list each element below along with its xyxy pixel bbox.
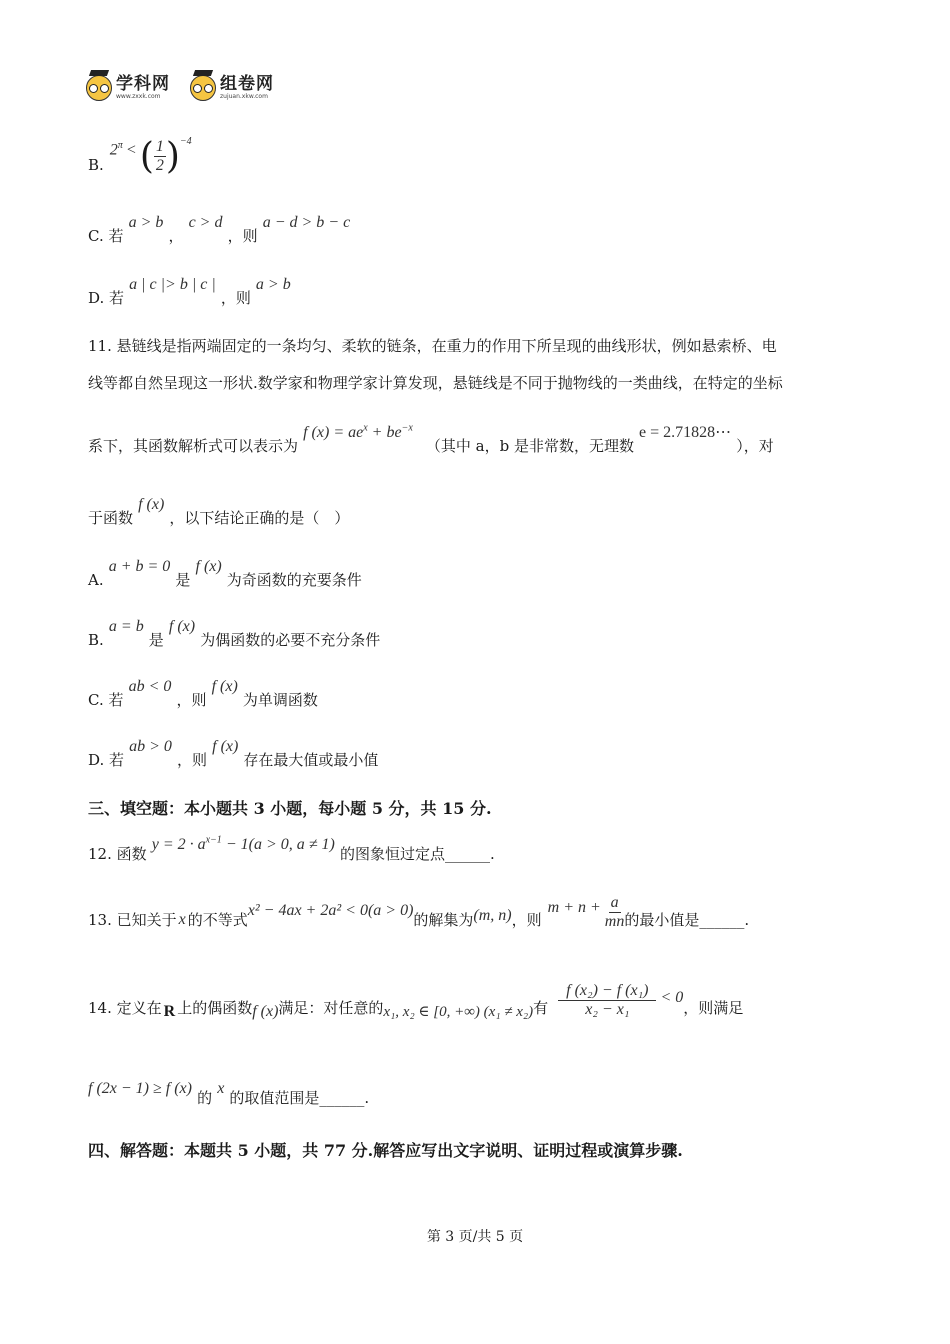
math-expr: f (x) [211, 678, 238, 695]
q11-line2: 线等都自然呈现这一形状.数学家和物理学家计算发现，悬链线是不同于抛物线的一类曲线，在特定的坐标 [88, 374, 783, 392]
text: ），对 [736, 437, 774, 455]
q11-line4 [88, 494, 350, 527]
math-expr: $y = 2 \cdot a^{x-1} - 1(a > 0$, a ≠ 1) [151, 834, 335, 853]
text: ，则 [511, 910, 542, 929]
text: 的最小值是______. [624, 910, 750, 929]
text: 的 [197, 1089, 213, 1107]
math-expr: m + n + [547, 898, 601, 916]
page-number: 第 3 页/共 5 页 [426, 1229, 524, 1245]
option-label: C. 若 [88, 227, 124, 245]
math-expr: f $(x) = ae^x + be^{-x}$ [303, 422, 413, 441]
text: 的解集为 [413, 910, 474, 929]
text: 13. 已知关于 [88, 910, 177, 929]
math-expr: f (x) [138, 496, 165, 513]
math-expr: a = b [108, 618, 144, 635]
math-expr: e = 2.71828⋯ [639, 424, 732, 441]
math-expr: f (x) [252, 1002, 279, 1020]
q11-line3 [88, 422, 774, 455]
text: 有 [533, 998, 549, 1017]
text: 是 [148, 631, 164, 649]
q10-option-d [88, 274, 291, 307]
math-expr: f (x) [168, 618, 196, 635]
zujuan-logo [190, 70, 274, 106]
q10-option-b: B. $2^\pi$ < ( $\frac{1}{2}$ ) −4 [88, 135, 192, 177]
math-expr: < 0 [660, 988, 684, 1006]
option-label: C. 若 [88, 691, 124, 709]
logo-name: 组卷网 [220, 74, 274, 94]
math-expr: x² − 4ax + 2a² < 0(a > 0) [247, 901, 414, 919]
text: 系下，其函数解析式可以表示为 [88, 437, 299, 455]
section-heading: 三、填空题：本小题共 3 小题，每小题 5 分，共 15 分. [88, 799, 492, 818]
q11-option-a [88, 556, 362, 589]
math-expr: a − d > b − c [262, 214, 351, 231]
fraction: $\frac{\text{f (x₂) − f (x₁)}}{\text{x₂ − x₁}}$ [558, 982, 656, 1019]
q11-option-d [88, 736, 379, 769]
q13 [88, 894, 749, 931]
text: ，则 [177, 751, 208, 769]
q11-option-b [88, 616, 381, 649]
q14-line1 [88, 980, 743, 1021]
text: 的取值范围是______. [229, 1089, 370, 1107]
zxxk-logo [86, 70, 170, 106]
mascot-icon [190, 75, 216, 101]
text: 存在最大值或最小值 [243, 751, 379, 769]
option-label: D. 若 [88, 289, 125, 307]
math-expr: a | c |> b | c | [129, 276, 216, 293]
text: 的不等式 [187, 910, 248, 929]
math-expr: a + b = 0 [108, 558, 171, 575]
text: 12. 函数 [88, 845, 147, 863]
math-expr: c > d [188, 214, 223, 231]
option-label: B. [88, 631, 104, 649]
text: 是 [175, 571, 191, 589]
section-heading: 四、解答题：本题共 5 小题，共 77 分.解答应写出文字说明、证明过程或演算步骤. [88, 1141, 683, 1160]
q10-option-c [88, 212, 351, 245]
math-expr: $2^\pi$ < [109, 140, 136, 159]
option-label: D. 若 [88, 751, 125, 769]
logo-name: 学科网 [116, 74, 170, 94]
math-set: R [163, 1002, 176, 1020]
text: ，则 [227, 227, 258, 245]
text: ，则满足 [683, 998, 744, 1017]
text: 于函数 [88, 509, 134, 527]
math-var: x [178, 910, 186, 928]
text: 的图象恒过定点______. [339, 845, 495, 863]
text: 上的偶函数 [177, 998, 253, 1017]
text: ，以下结论正确的是（ ） [169, 509, 350, 527]
q11-option-c [88, 676, 318, 709]
text: ，则 [176, 691, 207, 709]
math-expr: f (x) [195, 558, 222, 575]
text: 14. 定义在 [88, 998, 162, 1017]
punct: ， [168, 227, 184, 245]
math-expr: f (x) [212, 738, 239, 755]
math-expr: x₁, x₂ ∈ [0, +∞) (x₁ ≠ x₂) [383, 1004, 534, 1020]
fraction: $\frac{1}{2}$ [155, 137, 164, 174]
option-label: A. [88, 571, 104, 589]
exponent: −4 [179, 135, 192, 147]
text: 为单调函数 [242, 691, 318, 709]
fraction: $\frac{a}{mn}$ [604, 894, 625, 930]
logo-url: www.zxxk.com [116, 93, 161, 100]
text: 为偶函数的必要不充分条件 [200, 631, 381, 649]
q14-line2 [88, 1078, 370, 1107]
text: ，则 [220, 289, 251, 307]
math-expr: ab < 0 [128, 678, 172, 695]
math-expr: a > b [255, 276, 291, 293]
mascot-icon [86, 75, 112, 101]
text: 满足：对任意的 [278, 998, 384, 1017]
math-expr: ab > 0 [129, 738, 172, 755]
math-expr: a > b [128, 214, 164, 231]
text: 为奇函数的充要条件 [226, 571, 362, 589]
option-label: B. [88, 156, 104, 174]
logo-url: zujuan.xkw.com [220, 93, 268, 100]
q11-line1: 11. 悬链线是指两端固定的一条均匀、柔软的链条，在重力的作用下所呈现的曲线形状，例如悬索桥、电 [88, 337, 777, 355]
math-expr: f (2x − 1) ≥ f (x) [88, 1080, 192, 1097]
math-expr: (m, n) [473, 906, 512, 924]
text: （其中 a，b 是非常数，无理数 [425, 437, 634, 455]
q12 [88, 834, 495, 863]
math-var: x [217, 1080, 225, 1097]
